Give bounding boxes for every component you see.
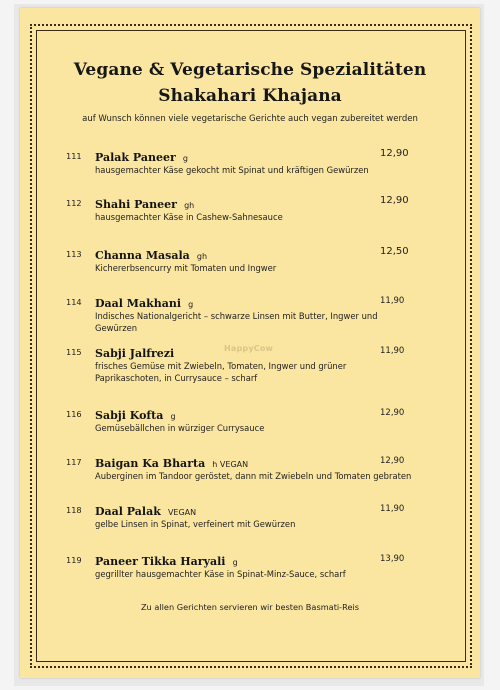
item-number: 111 bbox=[66, 151, 82, 161]
item-number: 115 bbox=[66, 347, 82, 357]
item-number: 112 bbox=[66, 198, 82, 208]
item-number: 118 bbox=[66, 505, 82, 515]
item-number: 117 bbox=[66, 457, 82, 467]
item-name: Daal Palak bbox=[95, 505, 161, 518]
item-description: frisches Gemüse mit Zwiebeln, Tomaten, Ingwer und grüner Paprikaschoten, in Currysauce – scharf bbox=[95, 361, 347, 383]
item-price: 12,90 bbox=[380, 408, 405, 418]
menu-note: auf Wunsch können viele vegetarische Gerichte auch vegan zubereitet werden bbox=[82, 114, 418, 124]
item-title bbox=[95, 550, 238, 569]
item-description: Kichererbsencurry mit Tomaten und Ingwer bbox=[95, 263, 277, 273]
menu-item bbox=[20, 404, 480, 454]
item-tag: VEGAN bbox=[167, 508, 197, 517]
menu-title: Vegane & Vegetarische Spezialitäten bbox=[73, 60, 427, 80]
rice-note: Zu allen Gerichten servieren wir besten Basmati-Reis bbox=[140, 602, 360, 612]
item-description: hausgemachter Käse gekocht mit Spinat und kräftigen Gewürzen bbox=[95, 165, 369, 175]
item-description: Auberginen im Tandoor geröstet, dann mit Zwiebeln und Tomaten gebraten bbox=[95, 471, 412, 481]
item-price: 12,90 bbox=[380, 195, 409, 206]
item-tag: gh bbox=[184, 201, 195, 210]
item-description: Indisches Nationalgericht – schwarze Linsen mit Butter, Ingwer und Gewürzen bbox=[95, 311, 378, 333]
item-description: Gemüsebällchen in würziger Currysauce bbox=[95, 423, 265, 433]
item-number: 119 bbox=[66, 555, 82, 565]
item-price: 11,90 bbox=[380, 296, 405, 306]
item-tag: g bbox=[232, 558, 238, 567]
item-title bbox=[95, 452, 248, 471]
item-name: Shahi Paneer bbox=[95, 198, 177, 211]
menu-item bbox=[20, 550, 480, 600]
item-title bbox=[95, 193, 194, 212]
item-title bbox=[95, 244, 207, 263]
item-name: Palak Paneer bbox=[95, 151, 176, 164]
menu-card bbox=[20, 8, 480, 678]
item-tag: gh bbox=[196, 252, 208, 261]
item-number: 113 bbox=[66, 249, 82, 259]
item-name: Baigan Ka Bharta bbox=[95, 457, 206, 470]
item-description: hausgemachter Käse in Cashew-Sahnesauce bbox=[95, 212, 283, 222]
item-price: 12,50 bbox=[380, 246, 409, 257]
item-name: Sabji Kofta bbox=[95, 409, 164, 422]
item-title bbox=[95, 404, 176, 423]
item-tag: g bbox=[182, 154, 188, 163]
item-title bbox=[95, 146, 188, 165]
item-title bbox=[95, 292, 193, 311]
menu-item bbox=[20, 193, 480, 243]
item-title bbox=[95, 342, 176, 361]
menu-subtitle: Shakahari Khajana bbox=[158, 86, 342, 106]
item-name: Channa Masala bbox=[95, 249, 190, 262]
menu-item bbox=[20, 146, 480, 196]
menu-item bbox=[20, 452, 480, 502]
menu-item bbox=[20, 244, 480, 294]
item-tag: g bbox=[170, 412, 176, 421]
item-description: gegrillter hausgemachter Käse in Spinat-Minz-Sauce, scharf bbox=[95, 569, 346, 579]
item-name: Paneer Tikka Haryali bbox=[95, 555, 226, 568]
item-price: 11,90 bbox=[380, 346, 405, 356]
happycow-watermark: HappyCow bbox=[224, 344, 274, 353]
item-tag: g bbox=[188, 300, 194, 309]
item-tag: h VEGAN bbox=[212, 460, 249, 469]
item-price: 11,90 bbox=[380, 504, 405, 514]
item-price: 12,90 bbox=[380, 148, 409, 159]
menu-item bbox=[20, 292, 480, 342]
item-title bbox=[95, 500, 196, 519]
item-price: 12,90 bbox=[380, 456, 405, 466]
item-price: 13,90 bbox=[380, 554, 405, 564]
item-name: Sabji Jalfrezi bbox=[95, 347, 175, 360]
item-name: Daal Makhani bbox=[95, 297, 182, 310]
menu-item bbox=[20, 500, 480, 550]
item-number: 116 bbox=[66, 409, 82, 419]
item-number: 114 bbox=[66, 297, 82, 307]
item-description: gelbe Linsen in Spinat, verfeinert mit Gewürzen bbox=[95, 519, 296, 529]
